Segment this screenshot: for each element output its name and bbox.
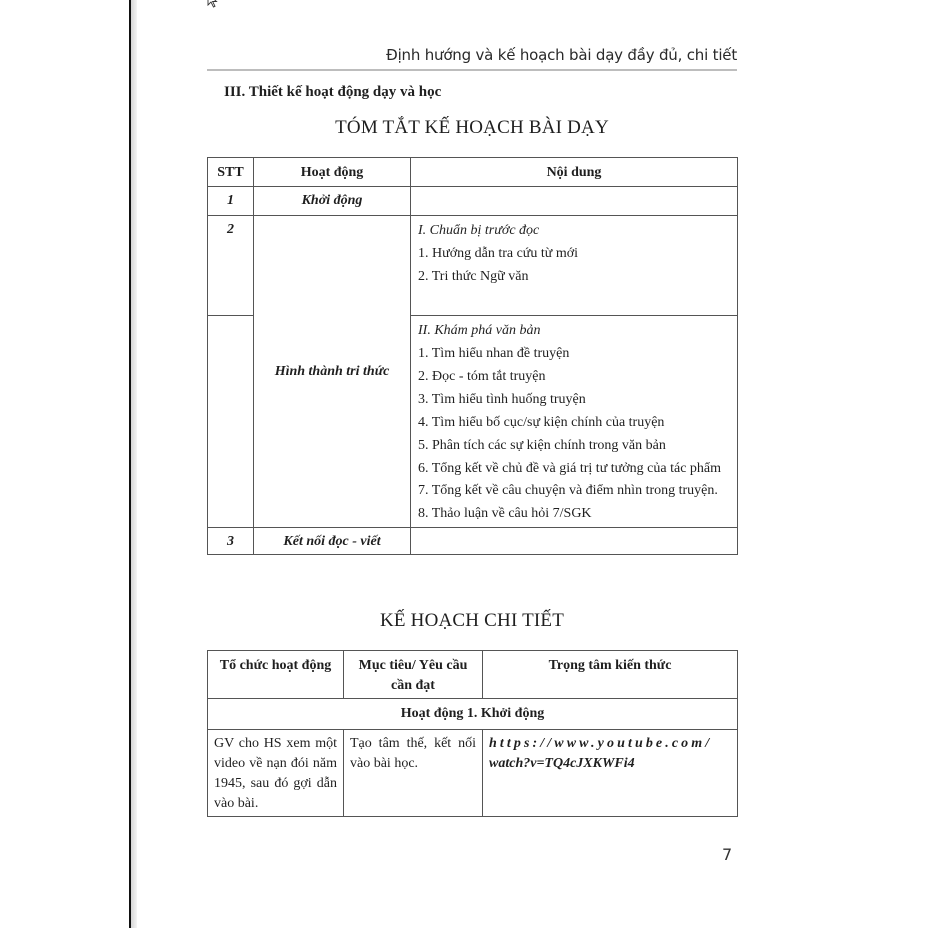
header-objective: Mục tiêu/ Yêu cầu cần đạt <box>344 651 483 699</box>
header-stt: STT <box>208 158 254 187</box>
row-stt: 3 <box>208 528 254 555</box>
row-content-part-b <box>411 316 738 528</box>
row-activity: Kết nối đọc - viết <box>254 528 411 555</box>
summary-table <box>207 157 738 555</box>
header-focus: Trọng tâm kiến thức <box>483 651 738 699</box>
header-rule <box>207 69 737 71</box>
header-content: Nội dung <box>411 158 738 187</box>
section-row <box>208 699 738 730</box>
book-spine-shadow <box>131 0 137 928</box>
row-content <box>411 187 738 216</box>
mouse-cursor-icon <box>207 0 219 8</box>
row-stt-empty <box>208 316 254 528</box>
table-row <box>208 216 738 316</box>
row-stt: 2 <box>208 216 254 316</box>
row-stt: 1 <box>208 187 254 216</box>
content-item: 6. Tổng kết về chủ đề và giá trị tư tưởng của tác phẩm <box>418 461 722 476</box>
summary-table-title: TÓM TẮT KẾ HOẠCH BÀI DẠY <box>335 117 609 138</box>
row-activity: Hình thành tri thức <box>254 216 411 528</box>
content-item: 4. Tìm hiểu bố cục/sự kiện chính của truyện <box>418 415 665 430</box>
content-item: 3. Tìm hiểu tình huống truyện <box>418 392 586 407</box>
video-link-line1[interactable]: https://www.youtube.com/ <box>489 736 713 751</box>
header-activity: Hoạt động <box>254 158 411 187</box>
section-label: Hoạt động 1. Khởi động <box>208 699 738 730</box>
table-row <box>208 730 738 817</box>
row-content-part-a <box>411 216 738 316</box>
content-heading: I. Chuẩn bị trước đọc <box>418 223 540 238</box>
row-focus <box>483 730 738 817</box>
header-organization: Tổ chức hoạt động <box>208 651 344 699</box>
content-item: 7. Tổng kết về câu chuyện và điểm nhìn trong truyện. <box>418 483 718 498</box>
content-item: 1. Hướng dẫn tra cứu từ mới <box>418 246 579 261</box>
row-activity: Khởi động <box>254 187 411 216</box>
content-item: 1. Tìm hiểu nhan đề truyện <box>418 346 570 361</box>
detail-table-title: KẾ HOẠCH CHI TIẾT <box>379 610 565 631</box>
running-head: Định hướng và kế hoạch bài dạy đầy đủ, chi tiết <box>386 46 737 64</box>
content-item: 8. Thảo luận về câu hỏi 7/SGK <box>418 506 592 521</box>
content-item: 5. Phân tích các sự kiện chính trong văn bản <box>418 438 666 453</box>
row-organization: GV cho HS xem một video về nạn đói năm 1945, sau đó gợi dẫn vào bài. <box>208 730 344 817</box>
page-number: 7 <box>722 845 733 864</box>
row-content <box>411 528 738 555</box>
content-item: 2. Đọc - tóm tắt truyện <box>418 369 546 384</box>
content-heading: II. Khám phá văn bản <box>418 323 541 338</box>
detail-table <box>207 650 738 817</box>
table-row <box>208 187 738 216</box>
video-link-line2[interactable]: watch?v=TQ4cJXKWFi4 <box>489 756 635 771</box>
summary-table-header-row <box>208 158 738 187</box>
content-item: 2. Tri thức Ngữ văn <box>418 269 529 284</box>
row-objective: Tạo tâm thế, kết nối vào bài học. <box>344 730 483 817</box>
section-heading: III. Thiết kế hoạt động dạy và học <box>224 84 442 100</box>
table-row <box>208 528 738 555</box>
detail-table-header-row <box>208 651 738 699</box>
